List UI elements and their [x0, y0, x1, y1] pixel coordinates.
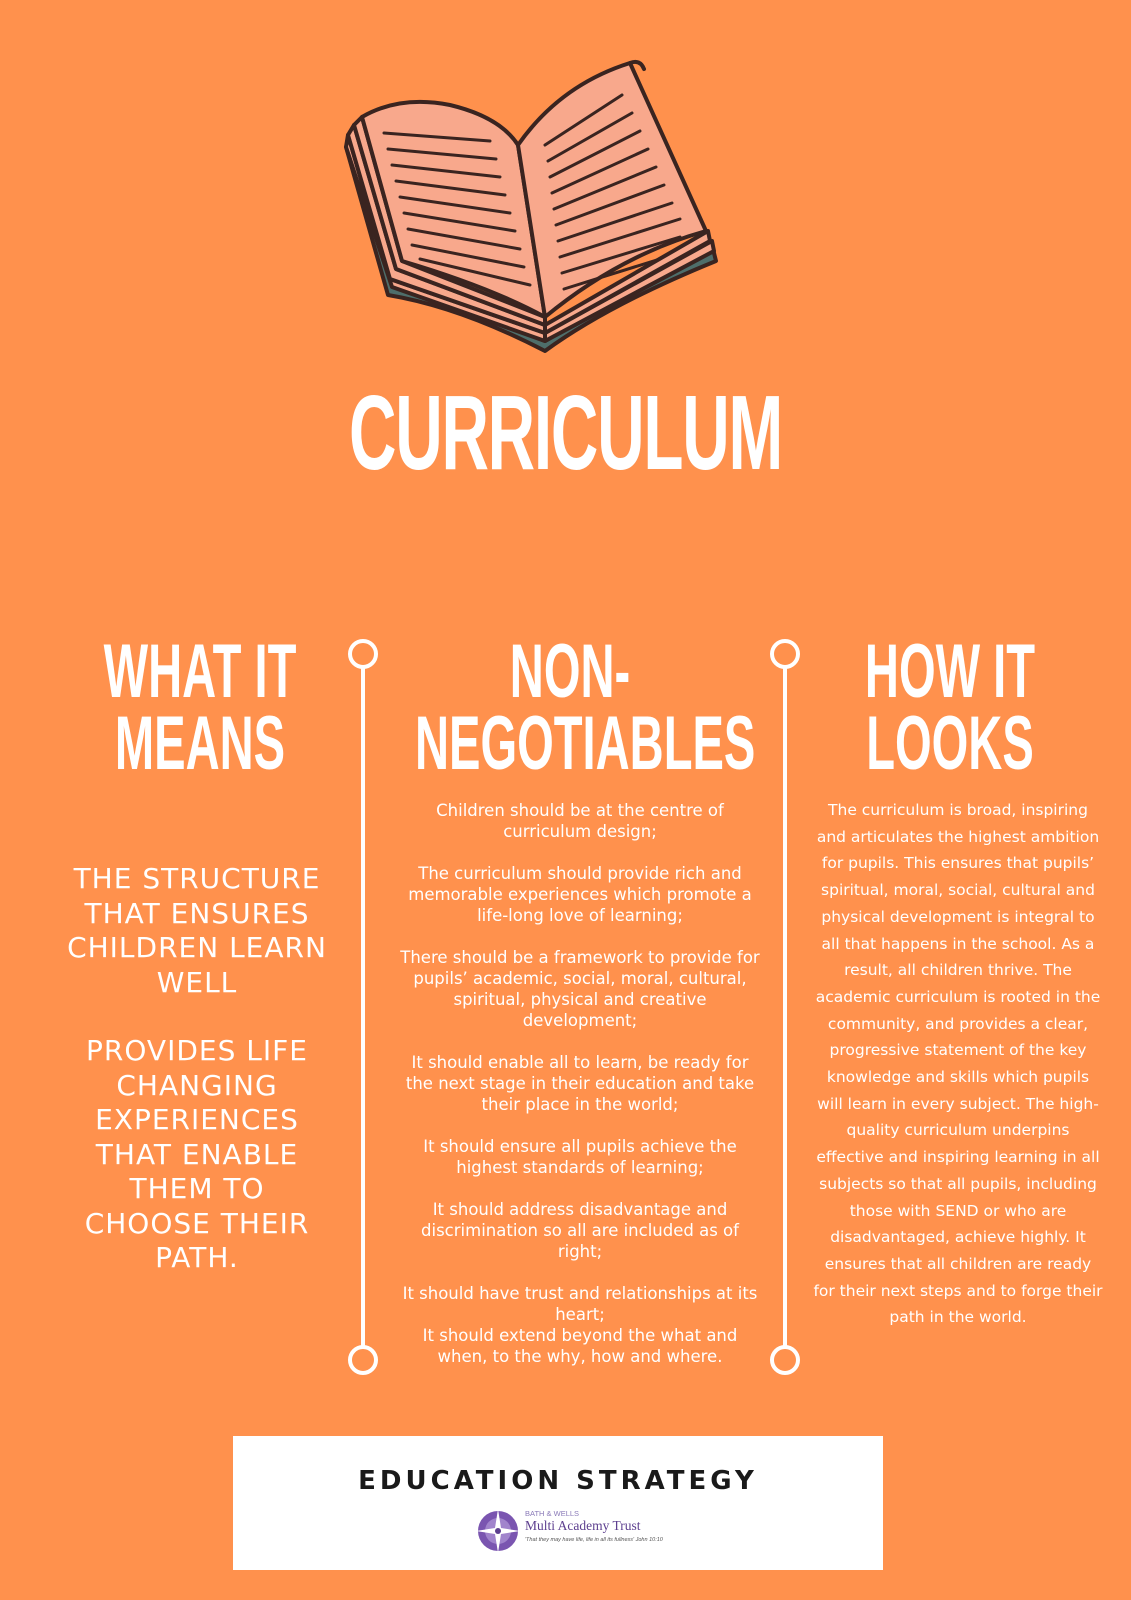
heading-line: LOOKS: [866, 701, 1034, 786]
heading-line: NON-: [509, 629, 631, 714]
logo-main-text: Multi Academy Trust: [525, 1518, 641, 1533]
list-item: It should address disadvantage and discrimination so all are included as of right;: [421, 1200, 739, 1261]
heading-line: HOW IT: [864, 629, 1036, 714]
page-title: CURRICULUM: [349, 374, 782, 492]
list-item: The curriculum should provide rich and memorable experiences which promote a life-long love of learning;: [408, 864, 752, 925]
paragraph: PROVIDES LIFE CHANGING EXPERIENCES THAT ENABLE THEM TO CHOOSE THEIR PATH.: [84, 1034, 310, 1274]
heading-non-negotiables: [415, 629, 756, 786]
list-item: It should extend beyond the what and when, to the why, how and where.: [422, 1326, 738, 1366]
list-item: Children should be at the centre of curriculum design;: [436, 801, 724, 841]
footer-panel: [233, 1436, 883, 1570]
star-emblem-icon: [475, 1508, 521, 1554]
list-item: It should ensure all pupils achieve the highest standards of learning;: [423, 1137, 737, 1177]
heading-what-it-means: [51, 629, 349, 786]
how-it-looks-text: The curriculum is broad, inspiring and articulates the highest ambition for pupils. This ensures that pupils’ spiritual, moral, social, cultural and physical development is integral to all that happens in the school. As a result, all children thrive. The academic curriculum is rooted in the community, and provides a clear, progressive statement of the key knowledge and skills which pupils will learn in every subject. The high-quality curriculum underpins effective and inspiring learning in all subjects so that all pupils, including those with SEND or who are disadvantaged, achieve highly. It ensures that all children are ready for their next steps and to forge their path in the world.: [813, 801, 1103, 1327]
list-item: It should enable all to learn, be ready for the next stage in their education and take their place in the world;: [405, 1053, 755, 1114]
list-item: There should be a framework to provide for pupils’ academic, social, moral, cultural, spiritual, physical and creative development;: [400, 948, 760, 1030]
footer-title: EDUCATION STRATEGY: [358, 1466, 758, 1496]
heading-line: WHAT IT: [103, 629, 297, 714]
logo-motto: 'That they may have life, life in all its fullness' John 10:10: [525, 1537, 663, 1543]
list-item: It should have trust and relationships at its heart;: [402, 1284, 758, 1324]
open-book-icon: [340, 55, 740, 375]
paragraph: THE STRUCTURE THAT ENSURES CHILDREN LEARN WELL: [67, 862, 327, 999]
heading-line: NEGOTIABLES: [415, 701, 756, 786]
timeline-divider: [768, 638, 802, 1378]
logo-top-text: BATH & WELLS: [525, 1509, 580, 1518]
heading-line: MEANS: [114, 701, 286, 786]
timeline-divider: [346, 638, 380, 1378]
what-it-means-text: [62, 862, 332, 1310]
heading-how-it-looks: [795, 629, 1105, 786]
trust-logo[interactable]: [473, 1506, 673, 1556]
non-negotiables-list: [400, 800, 760, 1367]
